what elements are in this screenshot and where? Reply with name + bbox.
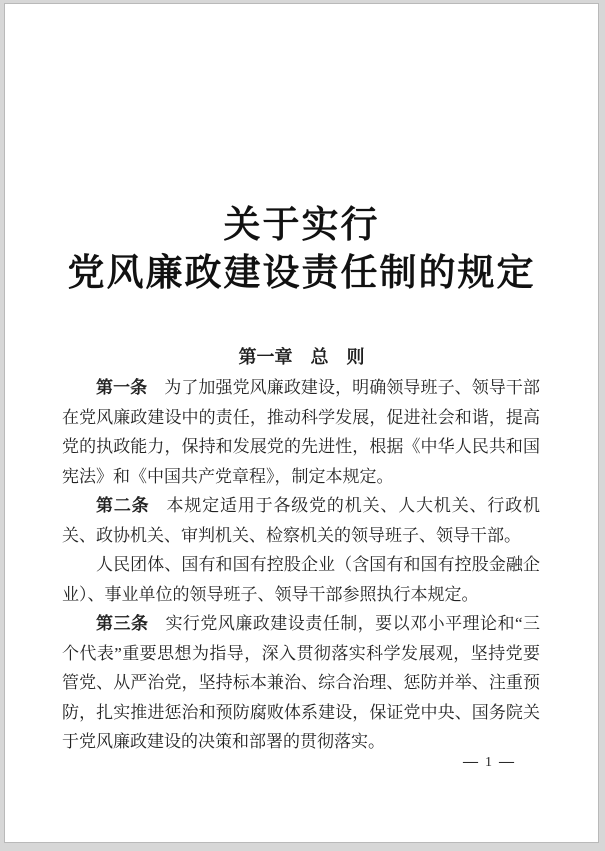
title-line-2: 党风廉政建设责任制的规定 bbox=[67, 253, 536, 294]
title-line-1: 关于实行 bbox=[223, 205, 380, 246]
article-paragraph bbox=[62, 373, 540, 491]
article-text: 人民团体、国有和国有控股企业（含国有和国有控股金融企业）、事业单位的领导班子、领导干部参照执行本规定。 bbox=[62, 555, 540, 604]
article-paragraph bbox=[62, 609, 540, 757]
article-text: 为了加强党风廉政建设，明确领导班子、领导干部在党风廉政建设中的责任，推动科学发展，促进社会和谐，提高党的执政能力，保持和发展党的先进性，根据《中华人民共和国宪法》和《中国共产党章程》，制定本规定。 bbox=[62, 378, 540, 486]
page-number-value: 1 bbox=[485, 755, 492, 770]
article-paragraph bbox=[62, 491, 540, 550]
page-number-dash-left: — bbox=[463, 754, 478, 770]
document-page bbox=[4, 3, 599, 843]
chapter-heading: 第一章 总 则 bbox=[238, 347, 365, 367]
page-number bbox=[463, 752, 514, 773]
article-number-label: 第二条 bbox=[96, 496, 150, 515]
article-paragraph bbox=[62, 550, 540, 609]
article-number-label: 第三条 bbox=[96, 614, 149, 633]
document-body bbox=[62, 373, 540, 757]
document-title bbox=[5, 202, 598, 298]
article-text: 本规定适用于各级党的机关、人大机关、行政机关、政协机关、审判机关、检察机关的领导班子、领导干部。 bbox=[62, 496, 541, 545]
page-number-dash-right: — bbox=[499, 754, 514, 770]
article-number-label: 第一条 bbox=[96, 378, 148, 397]
article-text: 实行党风廉政建设责任制，要以邓小平理论和“三个代表”重要思想为指导，深入贯彻落实科学发展观，坚持党要管党、从严治党，坚持标本兼治、综合治理、惩防并举、注重预防，扎实推进惩治和预防腐败体系建设，保证党中央、国务院关于党风廉政建设的决策和部署的贯彻落实。 bbox=[62, 614, 541, 751]
